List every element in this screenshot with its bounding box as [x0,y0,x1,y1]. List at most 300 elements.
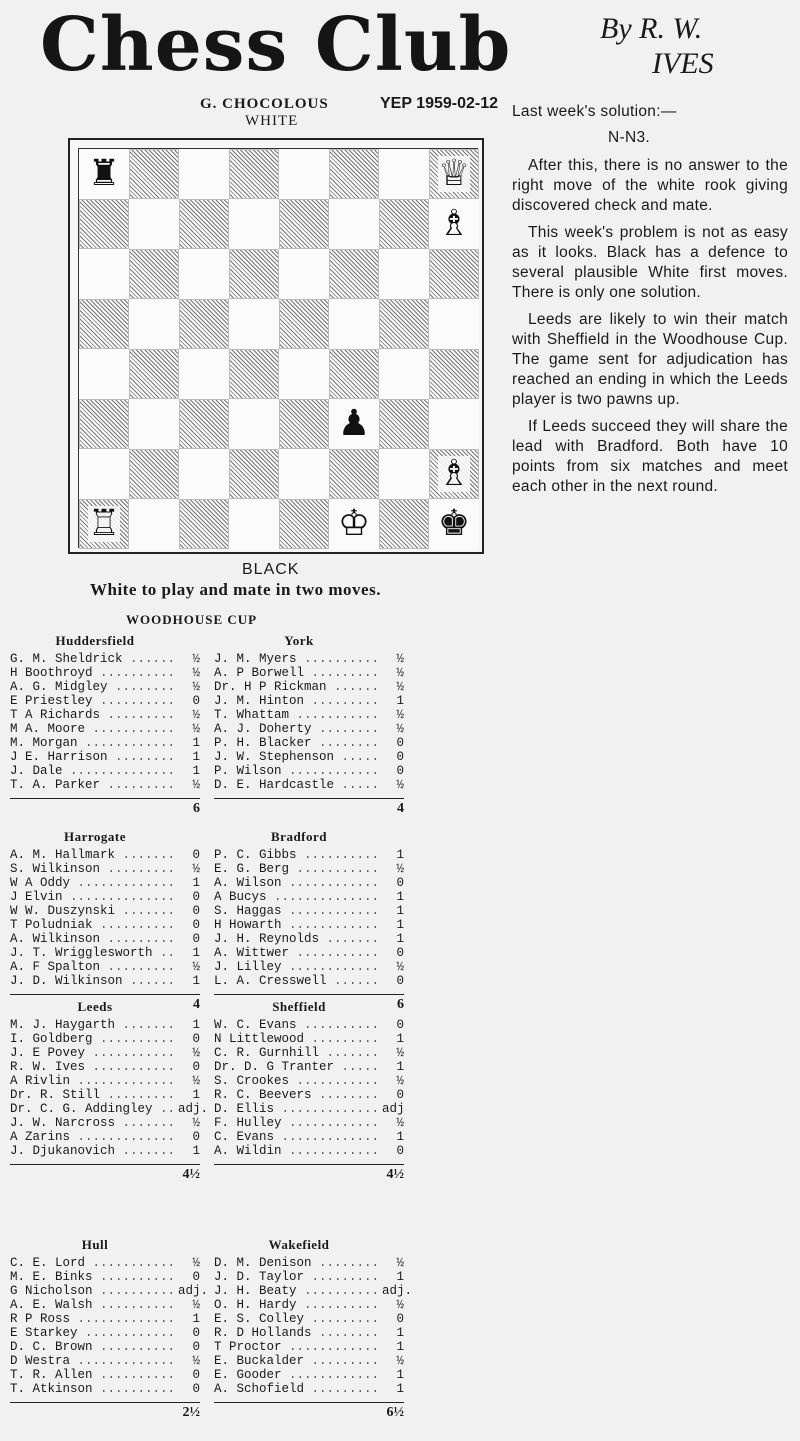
player-score: 1 [396,848,404,862]
player-row [214,904,404,918]
player-row [10,1088,200,1102]
player-row [214,1046,404,1060]
problem-source: YEP 1959-02-12 [380,95,499,112]
player-row [214,1116,404,1130]
player-name: W A Oddy ..... [10,876,178,890]
solution-move: N-N3. [608,129,650,146]
player-row [10,1368,200,1382]
player-row [10,1312,200,1326]
player-name: E Priestley ..... [10,694,178,708]
player-row [10,1326,200,1340]
team-table [214,1000,404,1182]
player-score: 0 [192,932,200,946]
board-square [179,499,229,549]
chess-board [78,148,478,548]
board-square [179,199,229,249]
player-row [214,694,404,708]
white-bishop-icon: ♗ [437,453,471,494]
player-name: R. W. Ives ..... [10,1060,178,1074]
team-total: 6 [10,798,200,816]
player-name: T. Whattam ..... [214,708,382,722]
board-square [79,349,129,399]
player-name: T Poludniak ..... [10,918,178,932]
player-row [10,708,200,722]
player-row [214,1102,404,1116]
player-row [10,736,200,750]
player-name: R P Ross ..... [10,1312,178,1326]
board-square [129,399,179,449]
player-name: A Rivlin ..... [10,1074,178,1088]
chess-diagram [68,138,484,554]
player-score: 0 [192,1270,200,1284]
player-row [10,1046,200,1060]
player-score: ½ [192,1298,200,1312]
player-row [214,1382,404,1396]
player-score: 0 [396,736,404,750]
player-score: ½ [192,652,200,666]
player-row [10,1256,200,1270]
player-score: 1 [192,1144,200,1158]
board-square [129,499,179,549]
board-square [429,349,479,399]
board-square [429,499,479,549]
board-square [279,349,329,399]
board-square [229,399,279,449]
player-score: 1 [396,1032,404,1046]
player-name: C. E. Lord ..... [10,1256,178,1270]
player-row [10,932,200,946]
player-row [214,932,404,946]
player-score: ½ [192,1256,200,1270]
player-row [10,918,200,932]
player-row [214,918,404,932]
player-score: 1 [396,1368,404,1382]
team-table [10,1237,209,1420]
board-square [129,249,179,299]
player-row [214,764,404,778]
masthead-title: Chess Club [40,2,512,88]
player-row [10,946,200,960]
player-row [10,1060,200,1074]
player-score: ½ [396,652,404,666]
player-row [10,1102,209,1116]
board-square [429,249,479,299]
player-name: T Proctor ..... [214,1340,382,1354]
column-paragraph: This week's problem is not as easy as it looks. Black has a defence to several plausible White first moves. There is only one solution. [512,224,788,301]
player-row [10,778,200,792]
player-name: J. Lilley ..... [214,960,382,974]
player-row [214,1130,404,1144]
player-score: 0 [396,1312,404,1326]
column-paragraph: Leeds are likely to win their match with Sheffield in the Woodhouse Cup. The game sent for adjudication has reached an ending in which the Leeds player is two pawns up. [512,311,788,408]
board-square [329,449,379,499]
player-row [214,708,404,722]
player-score: ½ [396,1116,404,1130]
player-score: 1 [396,890,404,904]
player-score: ½ [396,1256,404,1270]
board-square [279,449,329,499]
player-name: Dr. H P Rickman ..... [214,680,382,694]
player-score: ½ [192,1354,200,1368]
player-score: 0 [192,1032,200,1046]
player-name: P. H. Blacker ..... [214,736,382,750]
player-name: G Nicholson ..... [10,1284,178,1298]
player-name: E. S. Colley ..... [214,1312,382,1326]
player-name: M A. Moore ..... [10,722,178,736]
player-score: 1 [192,764,200,778]
player-score: ½ [192,680,200,694]
player-score: ½ [396,778,404,792]
player-score: ½ [396,680,404,694]
column-paragraph: If Leeds succeed they will share the lead with Bradford. Both have 10 points from six matches and meet each other in the next round. [512,418,788,495]
player-name: E. G. Berg ..... [214,862,382,876]
player-name: T. Atkinson ..... [10,1382,178,1396]
player-score: 1 [396,904,404,918]
team-name: Hull [81,1237,109,1252]
player-name: J. M. Hinton ..... [214,694,382,708]
player-score: 0 [396,1018,404,1032]
player-name: R. D Hollands ..... [214,1326,382,1340]
player-row [10,1354,200,1368]
board-square [279,249,329,299]
player-name: R. C. Beevers ..... [214,1088,382,1102]
board-square [379,249,429,299]
player-score: 1 [396,1270,404,1284]
player-row [214,1074,404,1088]
board-square [229,349,279,399]
player-score: 0 [192,918,200,932]
player-row [10,904,200,918]
team-name: Sheffield [272,999,326,1014]
player-score: 1 [192,946,200,960]
player-name: A. J. Doherty ..... [214,722,382,736]
team-name: Leeds [77,999,113,1014]
problem-composer: G. CHOCOLOUS [200,96,329,112]
player-name: N Littlewood ..... [214,1032,382,1046]
team-total: 4 [10,994,200,1012]
player-row [214,1060,404,1074]
player-row [10,960,200,974]
player-name: A. E. Walsh ..... [10,1298,178,1312]
player-name: J. W. Narcross ..... [10,1116,178,1130]
board-square [79,199,129,249]
player-row [214,1144,404,1158]
player-score: ½ [396,1074,404,1088]
board-square [279,399,329,449]
player-name: S. Haggas ..... [214,904,382,918]
player-name: H Boothroyd ..... [10,666,178,680]
board-square [129,149,179,199]
team-name: Harrogate [63,829,127,844]
player-score: 1 [396,1130,404,1144]
team-name: Bradford [271,829,327,844]
white-queen-icon: ♕ [437,153,471,194]
player-score: 1 [396,1326,404,1340]
player-score: 0 [192,904,200,918]
player-row [10,1144,200,1158]
player-name: S. Crookes ..... [214,1074,382,1088]
team-total: 2½ [10,1402,200,1420]
player-name: A. Wildin ..... [214,1144,382,1158]
byline-line-1: By R. W. [600,12,703,45]
player-score: 0 [192,1382,200,1396]
player-name: F. Hulley ..... [214,1116,382,1130]
player-score: 1 [192,1088,200,1102]
board-square [129,299,179,349]
team-table [214,830,404,1012]
player-name: J. D. Wilkinson ..... [10,974,178,988]
player-row [214,750,404,764]
player-score: 1 [192,736,200,750]
board-square [179,299,229,349]
player-score: 0 [192,1340,200,1354]
player-score: ½ [396,1046,404,1060]
player-row [214,722,404,736]
board-square [179,149,229,199]
player-name: J Elvin ..... [10,890,178,904]
team-total: 6½ [214,1402,404,1420]
column-text [512,102,788,504]
player-score: ½ [396,708,404,722]
board-square [229,499,279,549]
player-score: 0 [396,974,404,988]
board-square [429,449,479,499]
board-square [329,499,379,549]
byline-line-2: IVES [652,46,714,80]
player-name: T. A. Parker ..... [10,778,178,792]
player-score: 1 [396,1060,404,1074]
board-square [79,149,129,199]
player-name: A. F Spalton ..... [10,960,178,974]
solution-label: Last week's solution:— [512,103,677,120]
player-row [214,778,404,792]
board-square [279,199,329,249]
player-score: ½ [192,960,200,974]
player-row [10,652,200,666]
board-square [379,149,429,199]
player-name: P. C. Gibbs ..... [214,848,382,862]
column-paragraph: After this, there is no answer to the right move of the white rook giving discovered check and mate. [512,157,788,214]
player-row [214,974,404,988]
player-name: G. M. Sheldrick ..... [10,652,178,666]
white-rook-icon: ♖ [87,503,121,544]
player-row [214,1298,404,1312]
player-name: J. W. Stephenson ..... [214,750,382,764]
board-square [379,399,429,449]
board-square [229,199,279,249]
player-row [10,666,200,680]
player-name: S. Wilkinson ..... [10,862,178,876]
player-score: 1 [192,1018,200,1032]
player-row [214,890,404,904]
board-square [279,299,329,349]
player-row [214,680,404,694]
board-square [79,299,129,349]
player-name: D. M. Denison ..... [214,1256,382,1270]
black-king-icon: ♚ [437,503,471,544]
player-score: 1 [192,1312,200,1326]
player-score: ½ [192,778,200,792]
player-row [10,848,200,862]
board-square [329,349,379,399]
player-name: H Howarth ..... [214,918,382,932]
board-square [179,399,229,449]
board-top-side-label: WHITE [245,113,299,129]
player-row [10,890,200,904]
player-name: T. R. Allen ..... [10,1368,178,1382]
player-row [10,1074,200,1088]
player-score: adj. [178,1102,209,1116]
board-square [129,449,179,499]
player-name: J. H. Beaty ..... [214,1284,382,1298]
board-square [379,449,429,499]
player-score: ½ [396,666,404,680]
cup-title: WOODHOUSE CUP [126,612,258,627]
player-score: adj. [178,1284,209,1298]
team-total: 4 [214,798,404,816]
player-score: adj [382,1102,405,1116]
player-name: C. R. Gurnhill ..... [214,1046,382,1060]
player-name: J. H. Reynolds ..... [214,932,382,946]
team-name: York [284,633,314,648]
player-name: J. M. Myers ..... [214,652,382,666]
player-name: E. Buckalder ..... [214,1354,382,1368]
player-score: 0 [396,764,404,778]
player-name: J. Dale ..... [10,764,178,778]
team-total: 4½ [214,1164,404,1182]
player-score: 0 [396,876,404,890]
player-score: ½ [396,862,404,876]
player-score: 1 [192,750,200,764]
player-row [214,1284,413,1298]
board-square [129,199,179,249]
player-name: D. E. Hardcastle ..... [214,778,382,792]
player-name: J E. Harrison ..... [10,750,178,764]
player-row [214,876,404,890]
board-square [179,249,229,299]
player-score: 0 [192,1368,200,1382]
player-row [10,680,200,694]
player-name: M. Morgan ..... [10,736,178,750]
team-total: 4½ [10,1164,200,1182]
board-square [179,449,229,499]
player-row [214,1256,404,1270]
player-name: W W. Duszynski ..... [10,904,178,918]
board-square [79,499,129,549]
player-name: W. C. Evans ..... [214,1018,382,1032]
player-name: J. D. Taylor ..... [214,1270,382,1284]
board-square [279,499,329,549]
player-row [214,1368,404,1382]
team-table [214,634,404,816]
player-name: C. Evans ..... [214,1130,382,1144]
board-square [229,249,279,299]
player-score: 0 [192,694,200,708]
player-score: 0 [192,1326,200,1340]
byline [600,12,714,81]
player-row [10,694,200,708]
player-name: A. G. Midgley ..... [10,680,178,694]
player-score: ½ [192,1074,200,1088]
player-name: E. Gooder ..... [214,1368,382,1382]
player-score: ½ [192,708,200,722]
problem-caption: White to play and mate in two moves. [90,580,381,599]
player-row [10,1270,200,1284]
player-name: A. Wittwer ..... [214,946,382,960]
board-square [329,249,379,299]
player-name: T A Richards ..... [10,708,178,722]
player-name: A Bucys ..... [214,890,382,904]
player-name: A. Schofield ..... [214,1382,382,1396]
player-row [10,750,200,764]
player-row [214,1312,404,1326]
player-score: 0 [192,1060,200,1074]
player-name: P. Wilson ..... [214,764,382,778]
player-row [10,1340,200,1354]
player-score: 0 [192,848,200,862]
player-score: 1 [192,974,200,988]
player-row [214,666,404,680]
player-name: A. M. Hallmark ..... [10,848,178,862]
white-king-icon: ♔ [337,503,371,544]
player-name: L. A. Cresswell ..... [214,974,382,988]
player-row [214,1270,404,1284]
player-row [10,1284,209,1298]
black-rook-icon: ♜ [87,153,121,194]
player-row [214,848,404,862]
team-name: Wakefield [268,1237,330,1252]
team-table [10,634,200,816]
player-row [10,1382,200,1396]
board-square [379,349,429,399]
player-row [10,1130,200,1144]
player-row [214,1326,404,1340]
player-row [10,1018,200,1032]
player-row [214,946,404,960]
player-score: ½ [396,1354,404,1368]
team-total: 6 [214,994,404,1012]
player-name: A. P Borwell ..... [214,666,382,680]
player-row [10,722,200,736]
board-square [379,199,429,249]
player-name: J. T. Wrigglesworth ..... [10,946,178,960]
player-score: 1 [192,876,200,890]
board-square [329,149,379,199]
player-row [10,1032,200,1046]
team-table [10,830,200,1012]
board-square [279,149,329,199]
team-table [10,999,209,1182]
player-score: 0 [192,890,200,904]
player-name: Dr. R. Still ..... [10,1088,178,1102]
player-row [214,960,404,974]
player-row [214,652,404,666]
player-name: A Zarins ..... [10,1130,178,1144]
board-square [429,399,479,449]
player-name: I. Goldberg ..... [10,1032,178,1046]
player-row [214,1354,404,1368]
player-name: D. C. Brown ..... [10,1340,178,1354]
player-name: D. Ellis ..... [214,1102,382,1116]
team-table [214,1237,413,1420]
board-square [229,149,279,199]
player-score: 1 [396,694,404,708]
player-score: 0 [396,1088,404,1102]
player-name: O. H. Hardy ..... [214,1298,382,1312]
player-row [214,1018,404,1032]
player-score: 0 [396,946,404,960]
white-bishop-icon: ♗ [437,203,471,244]
